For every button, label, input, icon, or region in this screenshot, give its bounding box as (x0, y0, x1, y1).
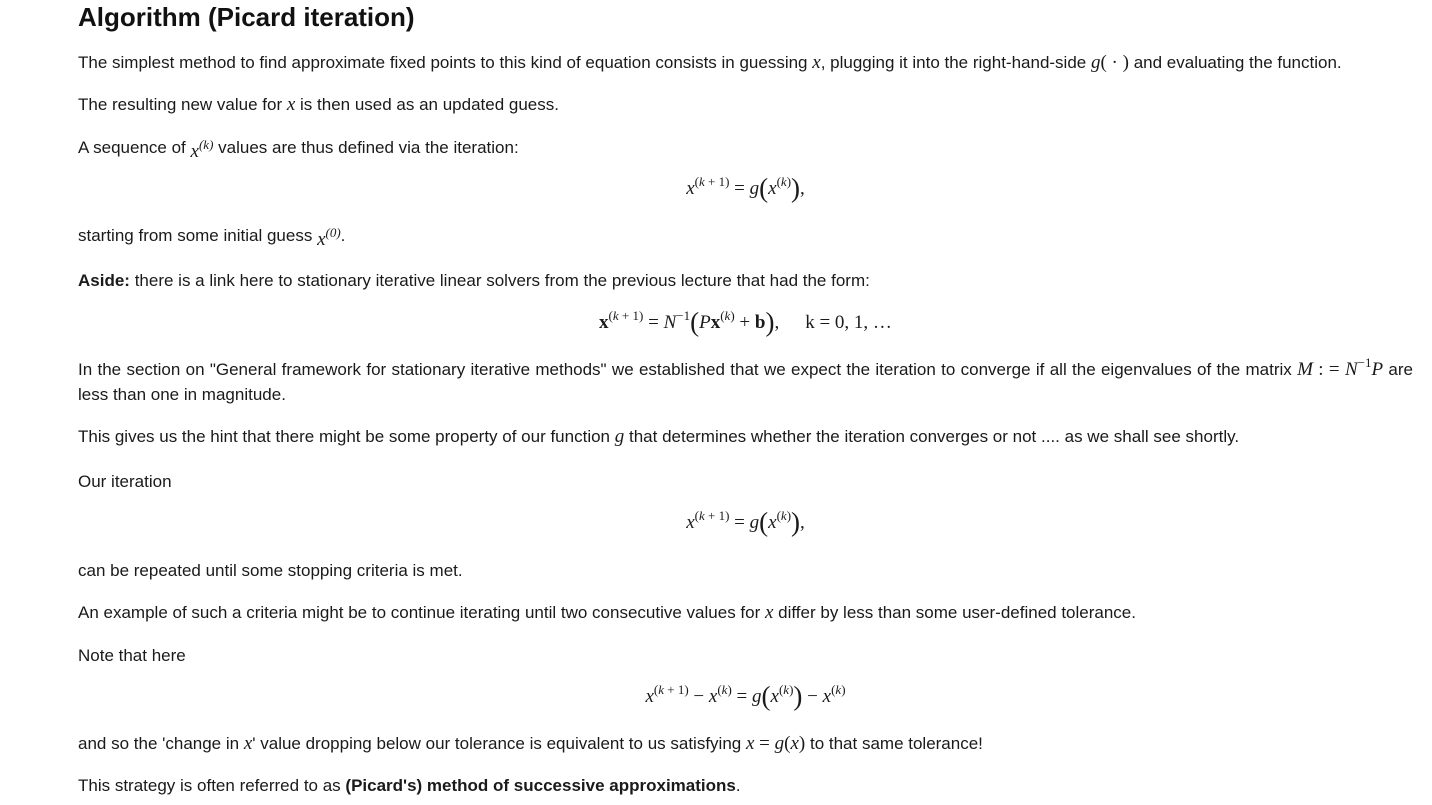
paragraph-hint: This gives us the hint that there might be some property of our function g that determines whether the iteration converges or not .... as we shall see shortly. (78, 426, 1240, 447)
equation-change-in-x: $x^{(k + 1)} - x^{(k)} = g(x^{(k)}) - x^{(k)}$ (645, 681, 846, 711)
paragraph-tolerance: and so the 'change in x' value dropping below our tolerance is equivalent to us satisfying x = g(x) to that same tolerance! (78, 733, 983, 754)
paragraph-sequence: A sequence of $x^{(k)}$ values are thus defined via the iteration: (78, 137, 519, 162)
k-range: k = 0, 1, … (805, 312, 892, 333)
math-x-0: $x^{(0)}$ (317, 225, 341, 250)
equation-picard-iteration: $x^{(k + 1)} = g(x^{(k)})$, (686, 173, 805, 203)
equation-linear-solver: $x^{(k + 1)} = N^{-1}(Px^{(k)} + b)$, k = 0, 1, … (599, 307, 892, 337)
math-m-def: M (1297, 359, 1313, 380)
math-x: x (243, 733, 253, 754)
paragraph-method-name: This strategy is often referred to as (Picard's) method of successive approximations. (78, 776, 741, 795)
paragraph-stopping-criteria: can be repeated until some stopping criteria is met. (78, 561, 463, 580)
method-name: (Picard's) method of successive approximations (345, 776, 736, 795)
paragraph-initial-guess: starting from some initial guess $x^{(0)}$. (78, 225, 346, 250)
paragraph-updated-guess: The resulting new value for x is then used as an updated guess. (78, 94, 559, 115)
math-x: x (286, 94, 296, 115)
paragraph-our-iteration: Our iteration (78, 472, 172, 491)
paragraph-criteria-example: An example of such a criteria might be to continue iterating until two consecutive values for x differ by less than some user-defined tolerance. (78, 602, 1136, 623)
math-g: g (614, 426, 625, 447)
paragraph-intro: The simplest method to find approximate fixed points to this kind of equation consists in guessing x, plugging it into the right-hand-side g( · ) and evaluating the function. (78, 52, 1342, 73)
page-title: Algorithm (Picard iteration) (78, 2, 415, 32)
math-x: x (764, 602, 774, 623)
paragraph-aside: Aside: there is a link here to stationary iterative linear solvers from the previous lecture that had the form: (78, 271, 870, 290)
math-g-dot: g (1090, 52, 1101, 73)
math-x: x (812, 52, 821, 73)
equation-picard-iteration-repeat: $x^{(k + 1)} = g(x^{(k)})$, (686, 507, 805, 537)
paragraph-general-framework: In the section on "General framework for stationary iterative methods" we established that we expect the iteration to converge if all the eigenvalues of the matrix M : = $N^{-1}P$ are less than one in magnitude. (78, 355, 1413, 404)
paragraph-note: Note that here (78, 646, 186, 665)
math-x-k: $x^{(k)}$ (190, 137, 214, 162)
math-fixed-point: x (745, 733, 755, 754)
